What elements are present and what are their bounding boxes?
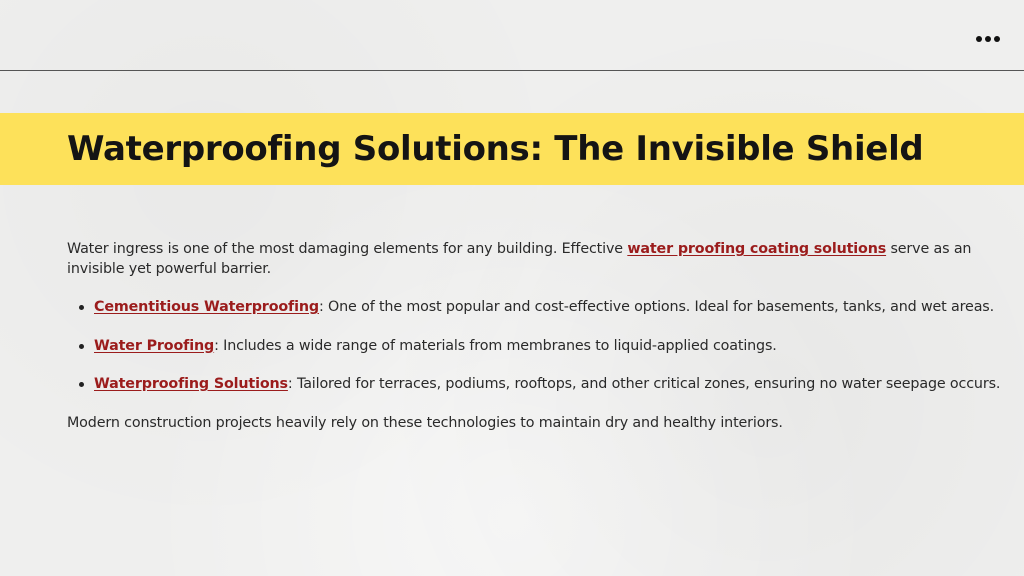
waterproofing-solutions-link[interactable]: Waterproofing Solutions bbox=[94, 376, 288, 392]
water-proofing-link[interactable]: Water Proofing bbox=[94, 337, 215, 354]
intro-paragraph bbox=[67, 240, 1002, 279]
bullet-item bbox=[94, 375, 1002, 395]
slide-title: Waterproofing Solutions: The Invisible Shield bbox=[67, 129, 924, 169]
bullet-text: : One of the most popular and cost-effective options. Ideal for basements, tanks, and wet areas. bbox=[318, 299, 995, 315]
menu-dot bbox=[976, 36, 982, 42]
bullet-item bbox=[94, 337, 1002, 357]
menu-dot bbox=[994, 36, 1000, 42]
cementitious-waterproofing-link[interactable]: Cementitious Waterproofing bbox=[94, 299, 319, 315]
more-options-icon[interactable] bbox=[976, 36, 1000, 42]
menu-dot bbox=[985, 36, 991, 42]
intro-text-after: serve as an invisible yet powerful barrier. bbox=[67, 241, 972, 277]
water-proofing-coating-link[interactable]: water proofing coating solutions bbox=[627, 241, 887, 257]
intro-text-before: Water ingress is one of the most damaging elements for any building. Effective bbox=[67, 241, 628, 257]
slide-body bbox=[67, 240, 1002, 433]
bullet-text: : Tailored for terraces, podiums, rooftops, and other critical zones, ensuring no water seepage occurs. bbox=[287, 376, 1001, 392]
closing-paragraph: Modern construction projects heavily rely on these technologies to maintain dry and healthy interiors. bbox=[67, 414, 783, 431]
bullet-text: : Includes a wide range of materials from membranes to liquid-applied coatings. bbox=[214, 337, 777, 354]
bullet-item bbox=[94, 298, 1002, 318]
header-divider bbox=[0, 70, 1024, 71]
bullet-list bbox=[67, 298, 1002, 395]
